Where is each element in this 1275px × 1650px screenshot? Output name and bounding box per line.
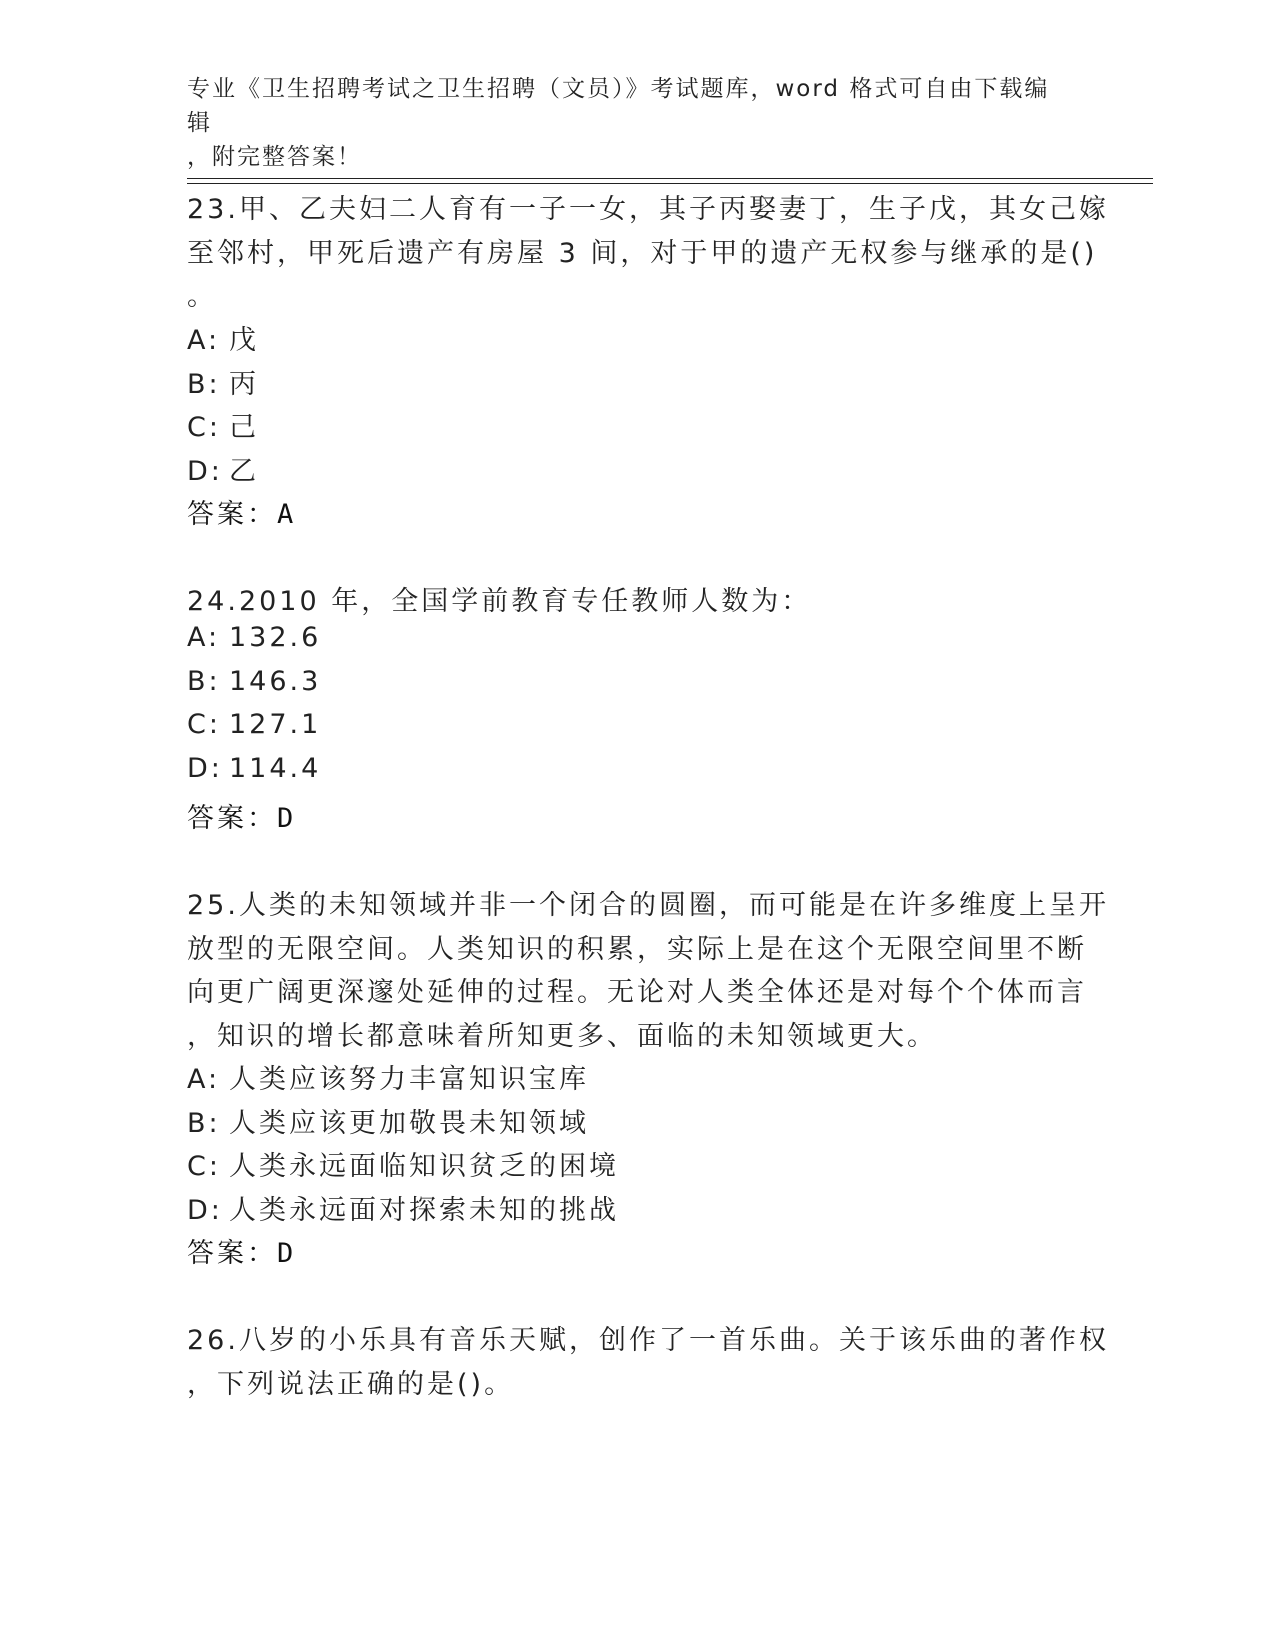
- question-23-stem-line-2: 至邻村，甲死后遗产有房屋 3 间，对于甲的遗产无权参与继承的是(): [187, 238, 1098, 269]
- question-23-stem-line-3: 。: [187, 281, 217, 312]
- option-text: 127.1: [229, 709, 322, 740]
- question-23-answer: [187, 492, 296, 531]
- option-letter: A:: [187, 1064, 221, 1095]
- question-23-stem-line-1: 23.甲、乙夫妇二人育有一子一女，其子丙娶妻丁，生子戊，其女己嫁: [187, 194, 1109, 225]
- question-23-option-c: [187, 405, 259, 444]
- question-25-option-a: [187, 1057, 589, 1096]
- question-24-stem-line-1: 24.2010 年，全国学前教育专任教师人数为：: [187, 586, 812, 617]
- option-letter: B:: [187, 666, 221, 697]
- header-line-1: 专业《卫生招聘考试之卫生招聘（文员）》考试题库，word 格式可自由下载编辑: [187, 76, 1050, 136]
- question-24-answer: [187, 796, 296, 835]
- answer-label: 答案：: [187, 803, 277, 834]
- option-text: 146.3: [229, 666, 322, 697]
- option-letter: C:: [187, 1151, 221, 1182]
- header-divider-top: [187, 178, 1153, 179]
- question-25-stem-line-3: 向更广阔更深邃处延伸的过程。无论对人类全体还是对每个个体而言: [187, 977, 1087, 1008]
- answer-label: 答案：: [187, 499, 277, 530]
- answer-value: D: [277, 803, 297, 834]
- document-header: [187, 72, 1067, 174]
- answer-value: A: [277, 499, 297, 530]
- question-24-option-a: [187, 622, 321, 653]
- question-25-answer: [187, 1231, 296, 1270]
- option-text: 人类应该更加敬畏未知领域: [229, 1108, 589, 1139]
- option-letter: B:: [187, 369, 221, 400]
- option-letter: C:: [187, 709, 221, 740]
- question-23-option-b: [187, 362, 259, 401]
- option-text: 乙: [229, 456, 259, 487]
- answer-label: 答案：: [187, 1238, 277, 1269]
- question-25-option-c: [187, 1144, 619, 1183]
- question-25-stem-line-1: 25.人类的未知领域并非一个闭合的圆圈，而可能是在许多维度上呈开: [187, 890, 1109, 921]
- option-text: 己: [229, 412, 259, 443]
- option-letter: B:: [187, 1108, 221, 1139]
- option-text: 132.6: [229, 622, 322, 653]
- question-23-option-a: [187, 318, 259, 357]
- option-text: 114.4: [229, 753, 322, 784]
- option-letter: A:: [187, 325, 221, 356]
- option-text: 丙: [229, 369, 259, 400]
- header-line-2: ，附完整答案！: [187, 144, 362, 170]
- option-letter: D:: [187, 753, 223, 784]
- question-24-option-d: [187, 753, 321, 784]
- option-letter: D:: [187, 456, 223, 487]
- question-25-option-d: [187, 1188, 619, 1227]
- option-text: 人类应该努力丰富知识宝库: [229, 1064, 589, 1095]
- question-26-stem-line-1: 26.八岁的小乐具有音乐天赋，创作了一首乐曲。关于该乐曲的著作权: [187, 1325, 1109, 1356]
- option-letter: D:: [187, 1195, 223, 1226]
- question-24-option-b: [187, 666, 321, 697]
- option-text: 戊: [229, 325, 259, 356]
- header-divider-bottom: [187, 183, 1153, 184]
- question-23-option-d: [187, 449, 259, 488]
- answer-value: D: [277, 1238, 297, 1269]
- question-25-option-b: [187, 1101, 589, 1140]
- option-letter: C:: [187, 412, 221, 443]
- question-25-stem-line-2: 放型的无限空间。人类知识的积累，实际上是在这个无限空间里不断: [187, 934, 1087, 965]
- option-text: 人类永远面对探索未知的挑战: [229, 1195, 619, 1226]
- option-letter: A:: [187, 622, 221, 653]
- question-24-option-c: [187, 709, 321, 740]
- question-25-stem-line-4: ，知识的增长都意味着所知更多、面临的未知领域更大。: [187, 1021, 937, 1052]
- question-26-stem-line-2: ，下列说法正确的是()。: [187, 1369, 515, 1400]
- option-text: 人类永远面临知识贫乏的困境: [229, 1151, 619, 1182]
